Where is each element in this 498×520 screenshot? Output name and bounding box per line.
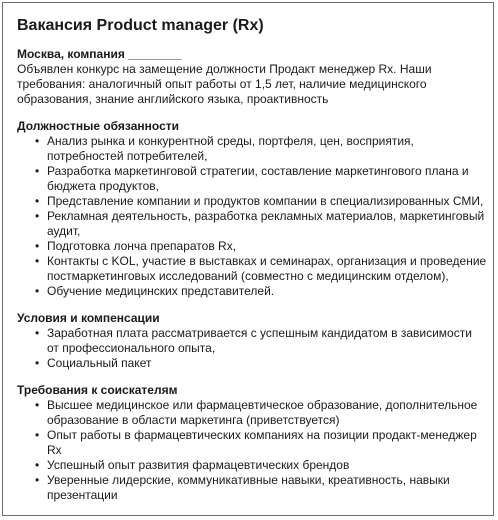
list-item: • Высшее медицинское или фармацевтическое образование, дополнительное образование в области маркетинга (приветствуется) xyxy=(35,398,487,428)
list-item: • Обучение медицинских представителей. xyxy=(35,284,487,299)
requirements-list xyxy=(17,398,487,503)
vacancy-card xyxy=(2,2,494,516)
section-heading-conditions: Условия и компенсации xyxy=(17,311,160,325)
location-line: Москва, компания ________ xyxy=(17,47,182,61)
list-item: • Рекламная деятельность, разработка рекламных материалов, маркетинговый аудит, xyxy=(35,209,487,239)
duties-list xyxy=(17,134,487,299)
list-item: • Анализ рынка и конкурентной среды, портфеля, цен, восприятия, потребностей потребителей, xyxy=(35,134,487,164)
vacancy-title: Вакансия Product manager (Rx) xyxy=(17,17,264,34)
list-item: • Представление компании и продуктов компании в специализированных СМИ, xyxy=(35,194,487,209)
list-item: • Социальный пакет xyxy=(35,356,487,371)
intro-paragraph: Объявлен конкурс на замещение должности Продакт менеджер Rx. Наши требования: аналогичный опыт работы от 1,5 лет, наличие медицинского образования, знание английского языка, проактивность xyxy=(17,62,432,106)
conditions-list xyxy=(17,326,487,371)
list-item: • Уверенные лидерские, коммуникативные навыки, креативность, навыки презентации xyxy=(35,473,487,503)
list-item: • Заработная плата рассматривается с успешным кандидатом в зависимости от профессионального опыта, xyxy=(35,326,487,356)
list-item: • Разработка маркетинговой стратегии, составление маркетингового плана и бюджета продуктов, xyxy=(35,164,487,194)
section-heading-duties: Должностные обязанности xyxy=(17,119,179,133)
vacancy-content xyxy=(17,15,487,503)
list-item: • Опыт работы в фармацевтических компаниях на позиции продакт-менеджер Rx xyxy=(35,428,487,458)
section-heading-requirements: Требования к соискателям xyxy=(17,383,178,397)
list-item: • Успешный опыт развития фармацевтических брендов xyxy=(35,458,487,473)
list-item: • Контакты с KOL, участие в выставках и семинарах, организация и проведение постмаркетинговых исследований (совместно с медицинским отделом), xyxy=(35,254,487,284)
list-item: • Подготовка лонча препаратов Rx, xyxy=(35,239,487,254)
